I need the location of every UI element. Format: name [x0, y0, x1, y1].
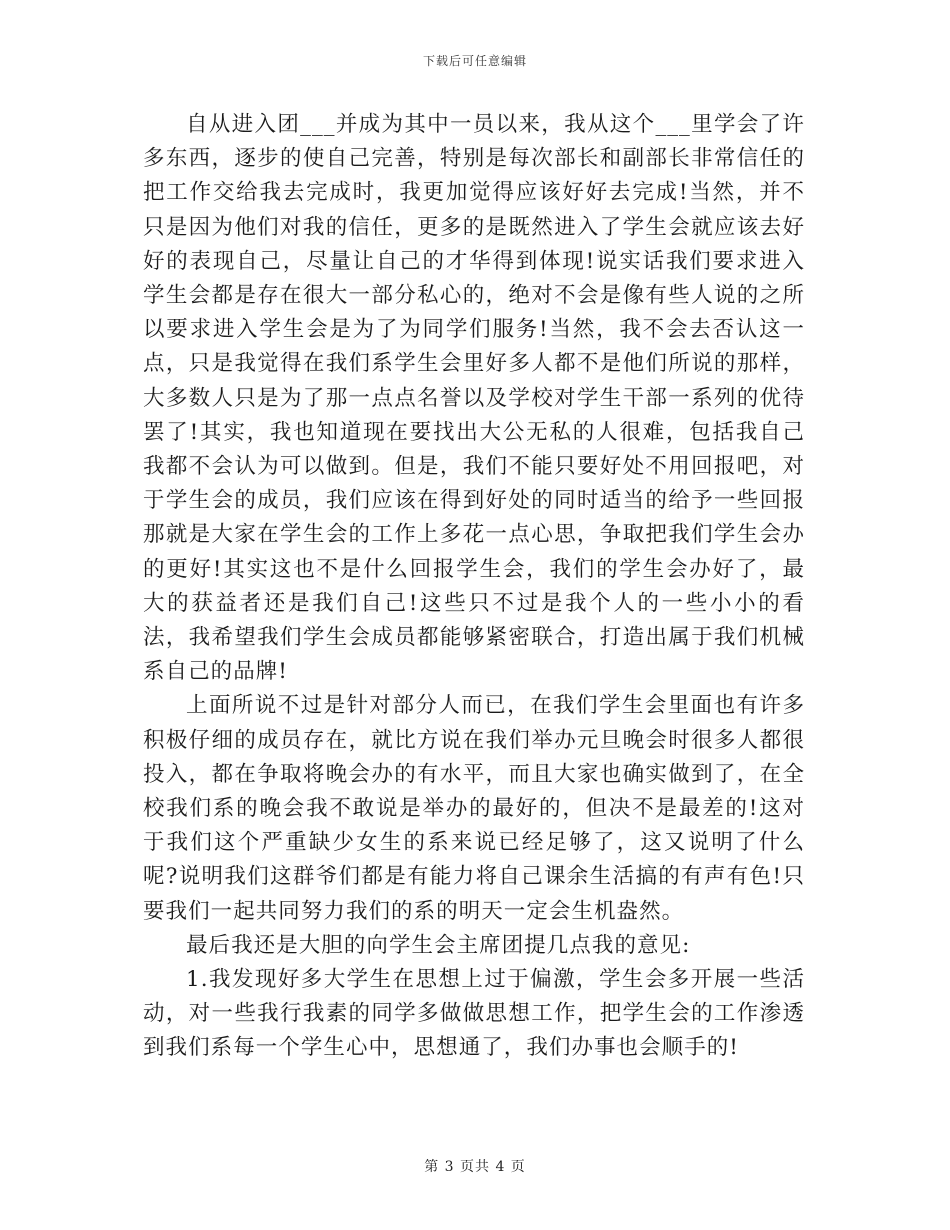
- paragraph-4: 1.我发现好多大学生在思想上过于偏激，学生会多开展一些活动，对一些我行我素的同学多做做思想工作，把学生会的工作渗透到我们系每一个学生心中，思想通了，我们办事也会顺手的!: [143, 967, 805, 1061]
- page-footer: 第 3 页共 4 页: [424, 1159, 526, 1175]
- document-body: [143, 108, 805, 1066]
- page-header: 下载后可任意编辑: [422, 54, 527, 68]
- paragraph-2: 上面所说不过是针对部分人而已，在我们学生会里面也有许多积极仔细的成员存在，就比方说在我们举办元旦晚会时很多人都很投入，都在争取将晚会办的有水平，而且大家也确实做到了，在全校我们系的晚会我不敢说是举办的最好的，但决不是最差的!这对于我们这个严重缺少女生的系来说已经足够了，这又说明了什么呢?说明我们这群爷们都是有能力将自己课余生活搞的有声有色!只要我们一起共同努力我们的系的明天一定会生机盎然。: [143, 693, 805, 924]
- paragraph-3: 最后我还是大胆的向学生会主席团提几点我的意见:: [186, 932, 691, 958]
- paragraph-1: 自从进入团___并成为其中一员以来，我从这个___里学会了许多东西，逐步的使自己完善，特别是每次部长和副部长非常信任的把工作交给我去完成时，我更加觉得应该好好去完成!当然，并不只是因为他们对我的信任，更多的是既然进入了学生会就应该去好好的表现自己，尽量让自己的才华得到体现!说实话我们要求进入学生会都是存在很大一部分私心的，绝对不会是像有些人说的之所以要求进入学生会是为了为同学们服务!当然，我不会去否认这一点，只是我觉得在我们系学生会里好多人都不是他们所说的那样，大多数人只是为了那一点点名誉以及学校对学生干部一系列的优待罢了!其实，我也知道现在要找出大公无私的人很难，包括我自己我都不会认为可以做到。但是，我们不能只要好处不用回报吧，对于学生会的成员，我们应该在得到好处的同时适当的给予一些回报那就是大家在学生会的工作上多花一点心思，争取把我们学生会办的更好!其实这也不是什么回报学生会，我们的学生会办好了，最大的获益者还是我们自己!这些只不过是我个人的一些小小的看法，我希望我们学生会成员都能够紧密联合，打造出属于我们机械系自己的品牌!: [143, 112, 805, 685]
